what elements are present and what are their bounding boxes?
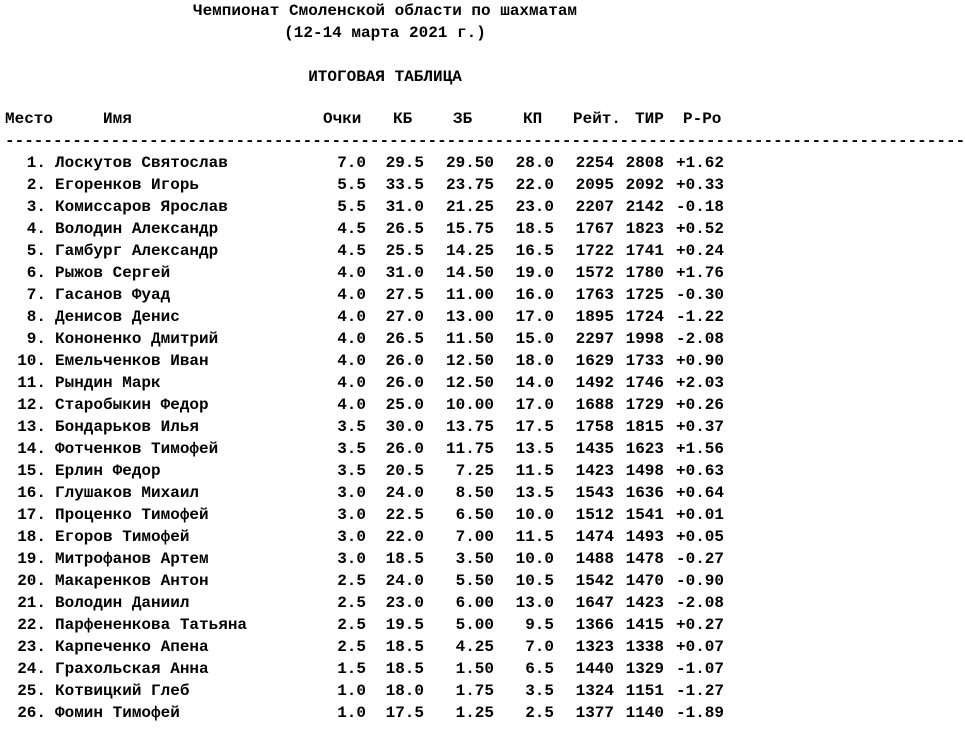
cell-kb: 26.5 <box>385 330 424 348</box>
document-title: Чемпионат Смоленской области по шахматам <box>192 2 578 20</box>
cell-tpr: 1725 <box>625 286 664 304</box>
cell-rating-diff: +1.76 <box>675 264 724 282</box>
cell-zb: 11.50 <box>445 330 494 348</box>
cell-kp: 18.0 <box>515 352 554 370</box>
cell-rating: 2095 <box>575 176 614 194</box>
cell-rating: 1324 <box>575 682 614 700</box>
cell-tpr: 1151 <box>625 682 664 700</box>
cell-kb: 29.5 <box>385 154 424 172</box>
cell-place: 18. <box>17 528 46 546</box>
cell-kb: 18.5 <box>385 550 424 568</box>
cell-tpr: 1140 <box>625 704 664 722</box>
cell-tpr: 1780 <box>625 264 664 282</box>
cell-rating-diff: -1.89 <box>675 704 724 722</box>
cell-name: Рыжов Сергей <box>55 264 171 282</box>
cell-name: Володин Даниил <box>55 594 190 612</box>
cell-kb: 22.0 <box>385 528 424 546</box>
cell-kp: 17.5 <box>515 418 554 436</box>
table-row <box>0 152 806 174</box>
table-row <box>0 504 806 526</box>
table-row <box>0 614 806 636</box>
cell-name: Егоров Тимофей <box>55 528 190 546</box>
header-place: Место <box>5 110 54 128</box>
cell-rating-diff: +0.05 <box>675 528 724 546</box>
cell-kb: 26.5 <box>385 220 424 238</box>
cell-zb: 15.75 <box>445 220 494 238</box>
table-title: ИТОГОВАЯ ТАБЛИЦА <box>308 68 462 86</box>
cell-kp: 23.0 <box>515 198 554 216</box>
cell-kp: 9.5 <box>525 616 554 634</box>
cell-zb: 23.75 <box>445 176 494 194</box>
cell-rating: 2207 <box>575 198 614 216</box>
cell-place: 8. <box>26 308 46 326</box>
cell-kb: 33.5 <box>385 176 424 194</box>
cell-score: 4.0 <box>337 374 366 392</box>
cell-kp: 28.0 <box>515 154 554 172</box>
cell-rating: 2297 <box>575 330 614 348</box>
cell-zb: 6.50 <box>455 506 494 524</box>
cell-rating-diff: +0.64 <box>675 484 724 502</box>
cell-tpr: 1329 <box>625 660 664 678</box>
cell-zb: 6.00 <box>455 594 494 612</box>
cell-name: Карпеченко Апена <box>55 638 209 656</box>
table-row <box>0 570 806 592</box>
cell-rating-diff: -0.30 <box>675 286 724 304</box>
cell-kp: 10.0 <box>515 550 554 568</box>
cell-kp: 11.5 <box>515 528 554 546</box>
cell-rating-diff: +1.56 <box>675 440 724 458</box>
cell-score: 1.0 <box>337 682 366 700</box>
cell-kp: 17.0 <box>515 396 554 414</box>
cell-rating: 1895 <box>575 308 614 326</box>
table-row <box>0 526 806 548</box>
cell-name: Макаренков Антон <box>55 572 209 590</box>
table-row <box>0 372 806 394</box>
document-dates: (12-14 марта 2021 г.) <box>284 24 486 42</box>
cell-kb: 24.0 <box>385 572 424 590</box>
cell-rating: 1440 <box>575 660 614 678</box>
cell-rating: 1758 <box>575 418 614 436</box>
cell-name: Гасанов Фуад <box>55 286 171 304</box>
cell-zb: 13.00 <box>445 308 494 326</box>
cell-kp: 6.5 <box>525 660 554 678</box>
cell-kp: 10.5 <box>515 572 554 590</box>
cell-rating: 1474 <box>575 528 614 546</box>
cell-rating: 1492 <box>575 374 614 392</box>
cell-place: 15. <box>17 462 46 480</box>
cell-kb: 31.0 <box>385 198 424 216</box>
cell-score: 5.5 <box>337 198 366 216</box>
cell-place: 17. <box>17 506 46 524</box>
cell-tpr: 1636 <box>625 484 664 502</box>
cell-score: 3.0 <box>337 484 366 502</box>
header-divider: ---------------------------------------------------------------------------------------------------- <box>5 132 965 150</box>
cell-rating-diff: +0.33 <box>675 176 724 194</box>
table-row <box>0 702 806 724</box>
cell-rating-diff: +1.62 <box>675 154 724 172</box>
cell-rating: 1629 <box>575 352 614 370</box>
table-row <box>0 284 806 306</box>
cell-place: 25. <box>17 682 46 700</box>
cell-name: Володин Александр <box>55 220 219 238</box>
header-tpr: ТИР <box>635 110 664 128</box>
cell-score: 3.5 <box>337 462 366 480</box>
cell-zb: 10.00 <box>445 396 494 414</box>
cell-tpr: 1478 <box>625 550 664 568</box>
cell-kb: 30.0 <box>385 418 424 436</box>
cell-tpr: 1729 <box>625 396 664 414</box>
header-score: Очки <box>323 110 362 128</box>
cell-kb: 19.5 <box>385 616 424 634</box>
cell-name: Парфененкова Татьяна <box>55 616 248 634</box>
cell-kp: 3.5 <box>525 682 554 700</box>
cell-rating-diff: +0.01 <box>675 506 724 524</box>
cell-tpr: 1724 <box>625 308 664 326</box>
cell-kb: 23.0 <box>385 594 424 612</box>
cell-rating: 1763 <box>575 286 614 304</box>
cell-name: Лоскутов Святослав <box>55 154 228 172</box>
cell-score: 4.0 <box>337 352 366 370</box>
table-row <box>0 482 806 504</box>
cell-kp: 16.0 <box>515 286 554 304</box>
cell-rating: 1543 <box>575 484 614 502</box>
cell-place: 10. <box>17 352 46 370</box>
cell-rating: 1435 <box>575 440 614 458</box>
cell-zb: 8.50 <box>455 484 494 502</box>
cell-kp: 2.5 <box>525 704 554 722</box>
cell-kb: 20.5 <box>385 462 424 480</box>
cell-score: 2.5 <box>337 616 366 634</box>
cell-score: 3.0 <box>337 506 366 524</box>
cell-rating-diff: -0.18 <box>675 198 724 216</box>
cell-place: 16. <box>17 484 46 502</box>
cell-name: Кононенко Дмитрий <box>55 330 219 348</box>
cell-kb: 31.0 <box>385 264 424 282</box>
cell-zb: 14.50 <box>445 264 494 282</box>
cell-score: 4.5 <box>337 220 366 238</box>
cell-kp: 7.0 <box>525 638 554 656</box>
cell-kb: 26.0 <box>385 440 424 458</box>
header-name: Имя <box>103 110 132 128</box>
cell-rating-diff: +0.37 <box>675 418 724 436</box>
cell-rating: 1688 <box>575 396 614 414</box>
cell-kb: 18.5 <box>385 638 424 656</box>
table-row <box>0 240 806 262</box>
cell-tpr: 1541 <box>625 506 664 524</box>
cell-rating: 1722 <box>575 242 614 260</box>
cell-tpr: 1498 <box>625 462 664 480</box>
cell-zb: 11.75 <box>445 440 494 458</box>
cell-zb: 13.75 <box>445 418 494 436</box>
cell-name: Рындин Марк <box>55 374 161 392</box>
cell-tpr: 1815 <box>625 418 664 436</box>
cell-zb: 21.25 <box>445 198 494 216</box>
cell-zb: 7.25 <box>455 462 494 480</box>
cell-rating-diff: +0.24 <box>675 242 724 260</box>
cell-tpr: 1741 <box>625 242 664 260</box>
cell-zb: 5.00 <box>455 616 494 634</box>
cell-kp: 13.5 <box>515 484 554 502</box>
cell-rating-diff: +0.27 <box>675 616 724 634</box>
cell-place: 2. <box>26 176 46 194</box>
cell-rating-diff: +0.90 <box>675 352 724 370</box>
table-row <box>0 658 806 680</box>
cell-place: 5. <box>26 242 46 260</box>
header-kp: КП <box>523 110 543 128</box>
header-zb: ЗБ <box>453 110 473 128</box>
cell-kb: 25.0 <box>385 396 424 414</box>
cell-score: 4.0 <box>337 396 366 414</box>
cell-tpr: 1733 <box>625 352 664 370</box>
cell-tpr: 1338 <box>625 638 664 656</box>
cell-name: Емельченков Иван <box>55 352 209 370</box>
cell-kp: 13.0 <box>515 594 554 612</box>
table-row <box>0 262 806 284</box>
cell-name: Денисов Денис <box>55 308 180 326</box>
cell-kp: 15.0 <box>515 330 554 348</box>
table-row <box>0 350 806 372</box>
cell-zb: 4.25 <box>455 638 494 656</box>
cell-place: 7. <box>26 286 46 304</box>
cell-rating: 1377 <box>575 704 614 722</box>
cell-zb: 12.50 <box>445 374 494 392</box>
cell-rating-diff: -2.08 <box>675 330 724 348</box>
table-row <box>0 174 806 196</box>
cell-tpr: 1470 <box>625 572 664 590</box>
cell-rating-diff: -2.08 <box>675 594 724 612</box>
cell-score: 3.0 <box>337 528 366 546</box>
cell-place: 6. <box>26 264 46 282</box>
cell-score: 4.0 <box>337 264 366 282</box>
cell-rating-diff: +2.03 <box>675 374 724 392</box>
cell-kp: 13.5 <box>515 440 554 458</box>
cell-rating-diff: -0.27 <box>675 550 724 568</box>
cell-rating: 2254 <box>575 154 614 172</box>
cell-name: Фомин Тимофей <box>55 704 180 722</box>
cell-kp: 10.0 <box>515 506 554 524</box>
cell-tpr: 1823 <box>625 220 664 238</box>
header-rating: Рейт. <box>573 110 622 128</box>
cell-rating: 1767 <box>575 220 614 238</box>
cell-rating: 1647 <box>575 594 614 612</box>
cell-rating-diff: -1.22 <box>675 308 724 326</box>
table-row <box>0 328 806 350</box>
cell-rating: 1488 <box>575 550 614 568</box>
cell-tpr: 1746 <box>625 374 664 392</box>
cell-tpr: 1423 <box>625 594 664 612</box>
cell-zb: 1.50 <box>455 660 494 678</box>
header-rating-diff: Р-Ро <box>683 110 722 128</box>
cell-rating-diff: -1.07 <box>675 660 724 678</box>
cell-name: Старобыкин Федор <box>55 396 209 414</box>
cell-rating: 1512 <box>575 506 614 524</box>
cell-tpr: 1623 <box>625 440 664 458</box>
table-row <box>0 460 806 482</box>
cell-rating: 1323 <box>575 638 614 656</box>
cell-score: 2.5 <box>337 572 366 590</box>
cell-tpr: 1998 <box>625 330 664 348</box>
cell-name: Егоренков Игорь <box>55 176 200 194</box>
cell-score: 4.0 <box>337 286 366 304</box>
table-row <box>0 592 806 614</box>
cell-rating-diff: +0.07 <box>675 638 724 656</box>
cell-score: 2.5 <box>337 638 366 656</box>
cell-score: 2.5 <box>337 594 366 612</box>
cell-kp: 11.5 <box>515 462 554 480</box>
cell-tpr: 2808 <box>625 154 664 172</box>
cell-kb: 27.5 <box>385 286 424 304</box>
cell-place: 12. <box>17 396 46 414</box>
cell-zb: 5.50 <box>455 572 494 590</box>
cell-tpr: 2142 <box>625 198 664 216</box>
cell-name: Ерлин Федор <box>55 462 161 480</box>
cell-kb: 18.5 <box>385 660 424 678</box>
cell-rating-diff: -1.27 <box>675 682 724 700</box>
cell-score: 1.5 <box>337 660 366 678</box>
cell-zb: 11.00 <box>445 286 494 304</box>
cell-place: 24. <box>17 660 46 678</box>
cell-place: 26. <box>17 704 46 722</box>
cell-name: Митрофанов Артем <box>55 550 209 568</box>
cell-name: Котвицкий Глеб <box>55 682 190 700</box>
cell-score: 7.0 <box>337 154 366 172</box>
cell-place: 13. <box>17 418 46 436</box>
cell-rating-diff: +0.26 <box>675 396 724 414</box>
cell-place: 21. <box>17 594 46 612</box>
cell-tpr: 2092 <box>625 176 664 194</box>
cell-kp: 14.0 <box>515 374 554 392</box>
cell-name: Грахольская Анна <box>55 660 209 678</box>
table-row <box>0 196 806 218</box>
table-header-row <box>0 108 806 130</box>
cell-rating-diff: -0.90 <box>675 572 724 590</box>
cell-score: 3.0 <box>337 550 366 568</box>
cell-rating: 1542 <box>575 572 614 590</box>
cell-zb: 3.50 <box>455 550 494 568</box>
cell-kb: 18.0 <box>385 682 424 700</box>
cell-kb: 26.0 <box>385 374 424 392</box>
cell-kp: 22.0 <box>515 176 554 194</box>
table-row <box>0 680 806 702</box>
cell-kb: 27.0 <box>385 308 424 326</box>
cell-rating: 1423 <box>575 462 614 480</box>
cell-zb: 14.25 <box>445 242 494 260</box>
cell-kb: 25.5 <box>385 242 424 260</box>
cell-name: Фотченков Тимофей <box>55 440 219 458</box>
cell-kp: 17.0 <box>515 308 554 326</box>
cell-zb: 12.50 <box>445 352 494 370</box>
table-row <box>0 438 806 460</box>
cell-tpr: 1415 <box>625 616 664 634</box>
cell-kb: 26.0 <box>385 352 424 370</box>
cell-kp: 18.5 <box>515 220 554 238</box>
cell-kp: 19.0 <box>515 264 554 282</box>
cell-place: 3. <box>26 198 46 216</box>
cell-kb: 17.5 <box>385 704 424 722</box>
header-kb: КБ <box>393 110 413 128</box>
cell-rating-diff: +0.63 <box>675 462 724 480</box>
cell-score: 1.0 <box>337 704 366 722</box>
cell-kb: 22.5 <box>385 506 424 524</box>
cell-score: 3.5 <box>337 440 366 458</box>
cell-place: 20. <box>17 572 46 590</box>
cell-kb: 24.0 <box>385 484 424 502</box>
cell-kp: 16.5 <box>515 242 554 260</box>
cell-zb: 1.75 <box>455 682 494 700</box>
cell-place: 19. <box>17 550 46 568</box>
cell-place: 1. <box>26 154 46 172</box>
cell-place: 14. <box>17 440 46 458</box>
cell-place: 4. <box>26 220 46 238</box>
cell-zb: 29.50 <box>445 154 494 172</box>
table-row <box>0 416 806 438</box>
cell-zb: 7.00 <box>455 528 494 546</box>
cell-score: 3.5 <box>337 418 366 436</box>
table-row <box>0 636 806 658</box>
cell-place: 23. <box>17 638 46 656</box>
cell-score: 4.0 <box>337 308 366 326</box>
cell-rating: 1366 <box>575 616 614 634</box>
table-row <box>0 394 806 416</box>
cell-name: Гамбург Александр <box>55 242 219 260</box>
cell-name: Глушаков Михаил <box>55 484 200 502</box>
cell-score: 4.0 <box>337 330 366 348</box>
cell-place: 22. <box>17 616 46 634</box>
cell-rating: 1572 <box>575 264 614 282</box>
cell-name: Комиссаров Ярослав <box>55 198 228 216</box>
cell-place: 11. <box>17 374 46 392</box>
cell-name: Проценко Тимофей <box>55 506 209 524</box>
cell-zb: 1.25 <box>455 704 494 722</box>
cell-score: 5.5 <box>337 176 366 194</box>
cell-tpr: 1493 <box>625 528 664 546</box>
cell-place: 9. <box>26 330 46 348</box>
cell-rating-diff: +0.52 <box>675 220 724 238</box>
table-row <box>0 218 806 240</box>
cell-name: Бондарьков Илья <box>55 418 200 436</box>
table-row <box>0 306 806 328</box>
cell-score: 4.5 <box>337 242 366 260</box>
table-row <box>0 548 806 570</box>
